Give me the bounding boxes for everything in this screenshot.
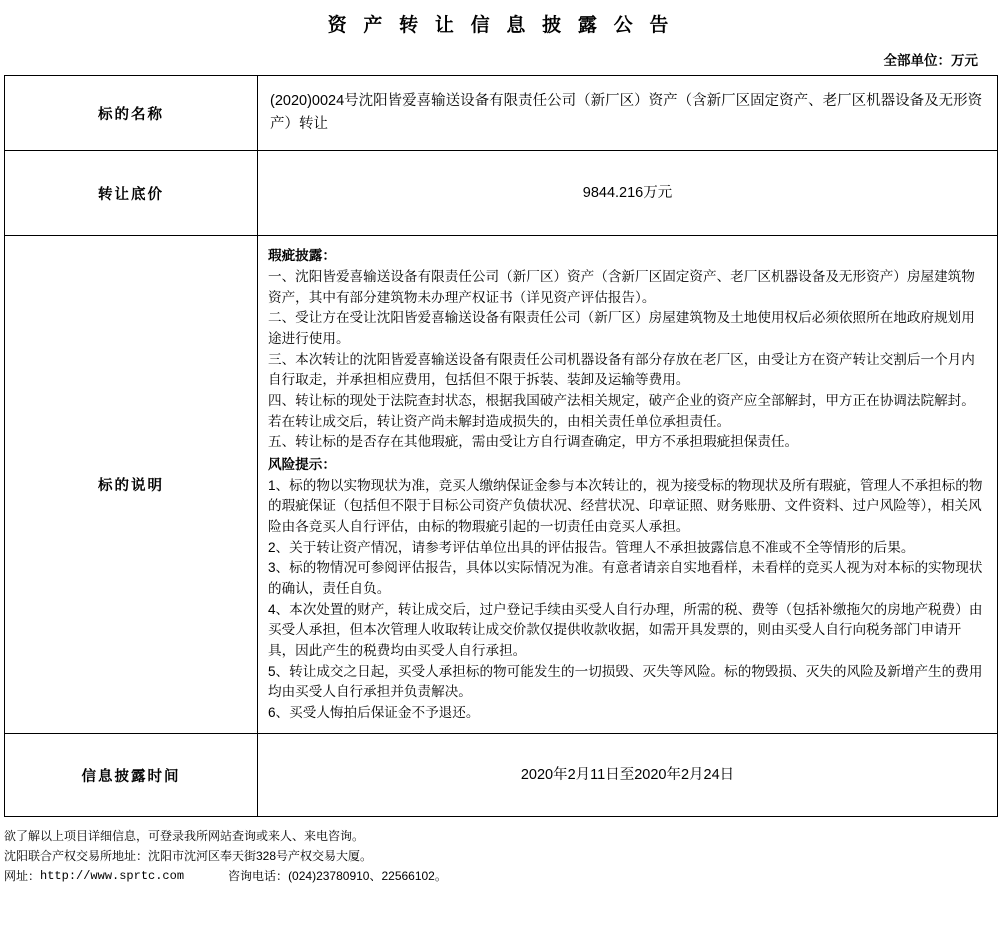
value-base-price: 9844.216万元 xyxy=(258,151,998,236)
website-label: 网址： xyxy=(4,869,41,884)
table-row-base-price xyxy=(5,151,998,236)
table-row-disclosure-time xyxy=(5,734,998,817)
label-base-price: 转让底价 xyxy=(5,151,258,236)
risk-item: 4、本次处置的财产，转让成交后，过户登记手续由买受人自行办理，所需的税、费等（包括补缴拖欠的房地产税费）由买受人承担，但本次管理人收取转让成交价款仅提供收款收据，如需开具发票的，则由买受人自行向税务部门申请开具，因此产生的税费均由买受人自行承担。 xyxy=(268,601,983,658)
defect-item: 二、受让方在受让沈阳皆爱喜输送设备有限责任公司（新厂区）房屋建筑物及土地使用权后必须依照所在地政府规划用途进行使用。 xyxy=(268,310,975,346)
risk-heading: 风险提示： xyxy=(268,456,336,472)
risk-item: 6、买受人悔拍后保证金不予退还。 xyxy=(268,704,480,720)
label-description: 标的说明 xyxy=(5,236,258,734)
risk-item: 3、标的物情况可参阅评估报告，具体以实际情况为准。有意者请亲自实地看样，未看样的竞买人视为对本标的实物现状的确认，责任自负。 xyxy=(268,560,983,596)
risk-item: 1、标的物以实物现状为准，竞买人缴纳保证金参与本次转让的，视为接受标的物现状及所有瑕疵，管理人不承担标的物的瑕疵保证（包括但不限于目标公司资产负债状况、经营状况、印章证照、财务账册、文件资料、过户风险等），相关风险由各竞买人自行评估，由标的物瑕疵引起的一切责任由竞买人承担。 xyxy=(268,477,983,534)
website-url[interactable]: http://www.sprtc.com xyxy=(40,869,185,884)
value-description xyxy=(258,236,998,734)
unit-note: 全部单位：万元 xyxy=(883,53,978,68)
footer-line-2: 沈阳联合产权交易所地址：沈阳市沈河区奉天街328号产权交易大厦。 xyxy=(4,849,373,864)
footer-line-1: 欲了解以上项目详细信息，可登录我所网站查询或来人、来电咨询。 xyxy=(4,829,365,844)
footer xyxy=(4,827,998,886)
value-asset-name: (2020)0024号沈阳皆爱喜输送设备有限责任公司（新厂区）资产（含新厂区固定资产、老厂区机器设备及无形资产）转让 xyxy=(258,76,998,151)
defect-item: 一、沈阳皆爱喜输送设备有限责任公司（新厂区）资产（含新厂区固定资产、老厂区机器设备及无形资产）房屋建筑物资产，其中有部分建筑物未办理产权证书（详见资产评估报告）。 xyxy=(268,269,975,305)
table-row-description xyxy=(5,236,998,734)
defect-item: 五、转让标的是否存在其他瑕疵，需由受让方自行调查确定，甲方不承担瑕疵担保责任。 xyxy=(268,434,799,450)
risk-item: 5、转让成交之日起，买受人承担标的物可能发生的一切损毁、灭失等风险。标的物毁损、灭失的风险及新增产生的费用均由买受人自行承担并负责解决。 xyxy=(268,663,983,700)
disclosure-table xyxy=(4,75,998,817)
table-row-asset-name xyxy=(5,76,998,151)
tel-number: (024)23780910、22566102。 xyxy=(288,869,447,884)
label-asset-name: 标的名称 xyxy=(5,76,258,151)
footer-line-3 xyxy=(4,867,998,887)
value-disclosure-time: 2020年2月11日至2020年2月24日 xyxy=(258,734,998,817)
page-title: 资 产 转 让 信 息 披 露 公 告 xyxy=(327,15,675,36)
risk-item: 2、关于转让资产情况，请参考评估单位出具的评估报告。管理人不承担披露信息不准或不全等情形的后果。 xyxy=(268,539,915,555)
defect-item: 三、本次转让的沈阳皆爱喜输送设备有限责任公司机器设备有部分存放在老厂区，由受让方在资产转让交割后一个月内自行取走，并承担相应费用，包括但不限于拆装、装卸及运输等费用。 xyxy=(268,351,975,388)
label-disclosure-time: 信息披露时间 xyxy=(5,734,258,817)
defect-item: 四、转让标的现处于法院查封状态，根据我国破产法相关规定，破产企业的资产应全部解封，甲方正在协调法院解封。若在转让成交后，转让资产尚未解封造成损失的，由相关责任单位承担责任。 xyxy=(268,392,975,429)
defect-heading: 瑕疵披露： xyxy=(268,248,336,264)
tel-label: 咨询电话： xyxy=(228,869,289,884)
